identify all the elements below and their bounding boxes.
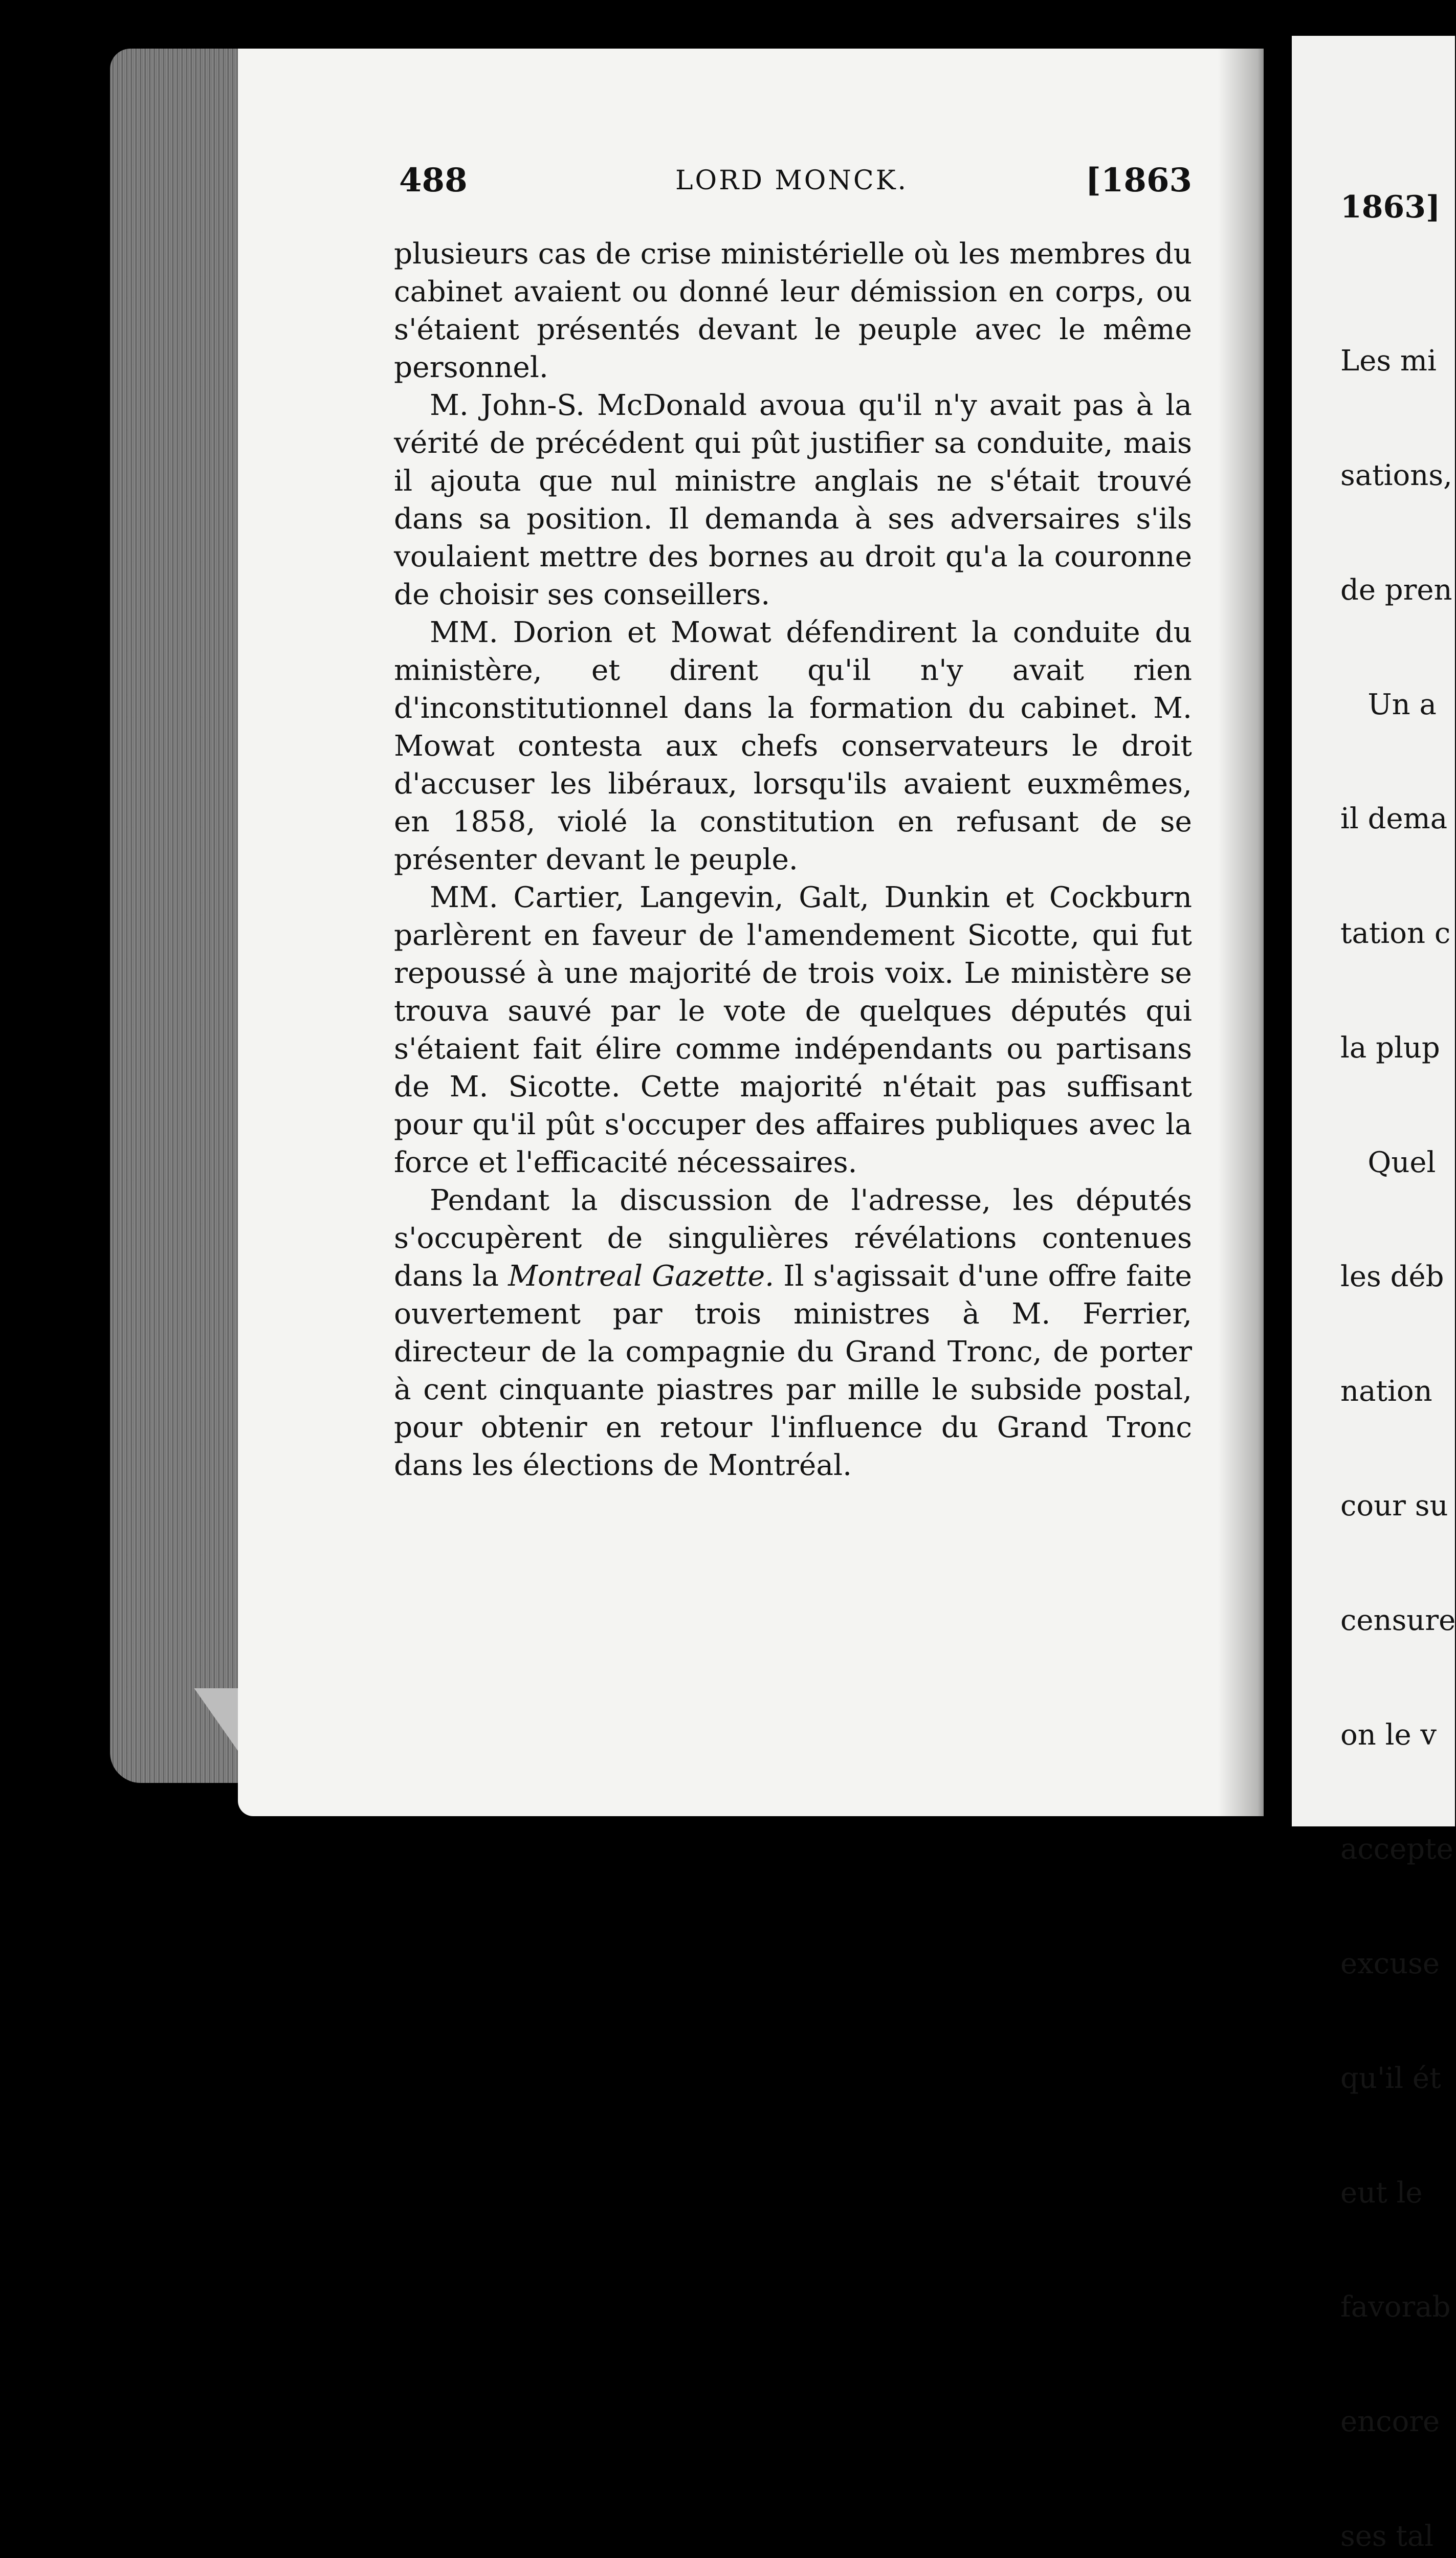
right-page	[1292, 36, 1456, 2553]
right-running-year: 1863]	[1340, 189, 1441, 225]
paragraph-text: Pendant la discussion de l'adresse, les députés s'occupèrent de singulières révélations contenues dans la	[394, 1184, 1192, 1293]
main-text-block	[394, 235, 1192, 1485]
text-line: accepte	[1340, 1833, 1453, 1866]
text-line: Un a	[1340, 688, 1437, 721]
book-gutter	[1264, 49, 1294, 1819]
paragraph: M. John-S. McDonald avoua qu'il n'y avait pas à la vérité de précédent qui pût justifier sa conduite, mais il ajouta que nul ministre anglais ne s'était trouvé dans sa position. Il demanda à ses adversaires s'ils voulaient mettre des bornes au droit qu'a la couronne de choisir ses conseillers.	[394, 389, 1192, 611]
running-title: LORD MONCK.	[675, 165, 909, 196]
text-line: cour su	[1340, 1489, 1448, 1523]
text-line: les déb	[1340, 1260, 1444, 1294]
text-line: Les mi	[1340, 344, 1437, 378]
paragraph-text: Il s'agissait d'une offre faite ouvertement par trois ministres à M. Ferrier, directeur de la compagnie du Grand Tronc, de porter à cent cinquante piastres par mille le subside postal, pour obtenir en retour l'influence du Grand Tronc dans les élections de Montréal.	[394, 1260, 1192, 1482]
text-line: censure	[1340, 1603, 1456, 1637]
text-line: tation c	[1340, 917, 1451, 951]
paragraph	[394, 1182, 1192, 1485]
text-line: excuse	[1340, 1947, 1440, 1981]
running-year: [1863	[1085, 161, 1192, 200]
running-header	[399, 161, 1192, 207]
text-line: nation	[1340, 1375, 1432, 1408]
text-line: de pren	[1340, 573, 1452, 607]
text-line: ses tal	[1340, 2520, 1434, 2553]
page-stack-edge	[110, 49, 248, 1783]
text-line: Quel	[1340, 1145, 1436, 1179]
text-line: favorab	[1340, 2290, 1451, 2324]
text-line: sations,	[1340, 458, 1452, 492]
newspaper-title: Montreal Gazette.	[508, 1260, 775, 1293]
text-line: on le v	[1340, 1718, 1437, 1752]
paragraph: plusieurs cas de crise ministérielle où les membres du cabinet avaient ou donné leur démission en corps, ou s'étaient présentés devant le peuple avec le même personnel.	[394, 237, 1192, 384]
page-number: 488	[399, 161, 468, 200]
right-page-text	[1340, 266, 1456, 2558]
text-line: qu'il ét	[1340, 2061, 1441, 2095]
paragraph: MM. Dorion et Mowat défendirent la conduite du ministère, et dirent qu'il n'y avait rien d'inconstitutionnel dans la formation du cabinet. M. Mowat contesta aux chefs conservateurs le droit d'accuser les libéraux, lorsqu'ils avaient euxmêmes, en 1858, violé la constitution en refusant de se présenter devant le peuple.	[394, 616, 1192, 876]
text-line: la plup	[1340, 1031, 1440, 1065]
paragraph: MM. Cartier, Langevin, Galt, Dunkin et Cockburn parlèrent en faveur de l'amendement Sicotte, qui fut repoussé à une majorité de trois voix. Le ministère se trouva sauvé par le vote de quelques députés qui s'étaient fait élire comme indépendants ou partisans de M. Sicotte. Cette majorité n'était pas suffisant pour qu'il pût s'occuper des affaires publiques avec la force et l'efficacité nécessaires.	[394, 881, 1192, 1179]
text-line: encore	[1340, 2405, 1440, 2439]
text-line: eut le	[1340, 2176, 1423, 2210]
text-line: il dema	[1340, 802, 1448, 836]
